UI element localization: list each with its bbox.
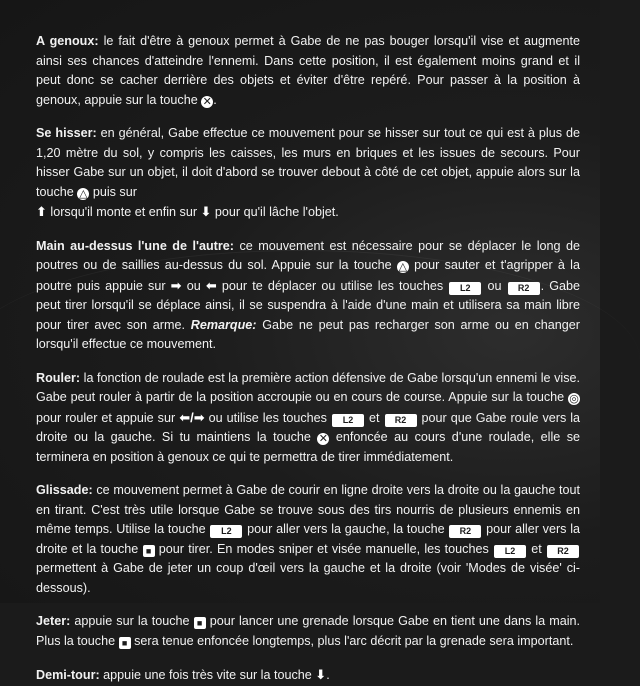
section-demi-tour: Demi-tour: appuie une fois très vite sur la touche ⬇. bbox=[36, 667, 330, 682]
r2-button-icon: R2 bbox=[449, 525, 481, 538]
l2-button-icon: L2 bbox=[210, 525, 242, 538]
term-label: A genoux: bbox=[36, 34, 99, 48]
arrow-down-icon: ⬇ bbox=[315, 667, 327, 682]
section-a-genoux: A genoux: le fait d'être à genoux permet à Gabe de ne pas bouger lorsqu'il vise et augmente ainsi ses chances d'atteindre l'ennemi. Dans cette position, il est également moins grand et il peut donc se cacher derrière des objets et éviter d'être repéré. Pour passer à la position à genoux, appuie sur la touche ✕. bbox=[36, 34, 580, 108]
term-label: Glissade: bbox=[36, 483, 93, 497]
section-se-hisser: Se hisser: en général, Gabe effectue ce mouvement pour se hisser sur tout ce qui est à plus de 1,20 mètre du sol, y compris les caisses, les murs en briques et les issues de secours. Pour hisser Gabe sur un objet, il doit d'abord se trouver debout à côté de cet objet, appuie alors sur la touche △ puis sur ⬆ lorsqu'il monte et enfin sur ⬇ pour qu'il lâche l'objet. bbox=[36, 126, 580, 219]
arrow-left-right-icon: ⬅/➡ bbox=[179, 409, 205, 425]
section-rouler: Rouler: la fonction de roulade est la première action défensive de Gabe lorsqu'un ennemi le vise. Gabe peut rouler à partir de la position accroupie ou en cours de course. Appuie sur la touche ◎ pour rouler et appuie sur ⬅/➡ ou utilise les touches L2 et R2 pour que Gabe roule vers la droite ou la gauche. Si tu maintiens la touche ✕ enfoncée au cours d'une roulade, elle se terminera en position à genoux ce qui te permettra de tirer immédiatement. bbox=[36, 370, 581, 464]
square-button-icon: ■ bbox=[194, 617, 206, 629]
triangle-button-icon: △ bbox=[79, 187, 88, 200]
square-button-icon: ■ bbox=[119, 637, 131, 649]
l2-button-icon: L2 bbox=[332, 414, 364, 427]
arrow-down-icon: ⬇ bbox=[200, 204, 212, 219]
section-jeter: Jeter: appuie sur la touche ■ pour lancer une grenade lorsque Gabe en tient une dans la main. Plus la touche ■ sera tenue enfoncée longtemps, plus l'arc décrit par la grenade sera important. bbox=[36, 614, 581, 648]
square-button-icon: ■ bbox=[143, 545, 155, 557]
l2-button-icon: L2 bbox=[494, 545, 526, 558]
term-label: Main au-dessus l'une de l'autre: bbox=[36, 238, 234, 253]
circle-button-icon: ◎ bbox=[569, 393, 579, 405]
term-label: Jeter: bbox=[36, 614, 71, 628]
arrow-left-icon: ⬅ bbox=[205, 277, 217, 293]
term-label: Se hisser: bbox=[36, 126, 97, 140]
arrow-up-icon: ⬆ bbox=[36, 204, 47, 219]
cross-button-icon: ✕ bbox=[318, 433, 328, 445]
section-main-au-dessus: Main au-dessus l'une de l'autre: ce mouvement est nécessaire pour se déplacer le long de poutres ou de saillies au-dessus du sol. Appuie sur la touche △ pour sauter et t'agripper à la poutre puis appuie sur ➡ ou ⬅ pour te déplacer ou utilise les touches L2 ou R2 . Gabe peut tirer lorsqu'il se déplace ainsi, il se suspendra à l'aide d'une main et utilisera sa main libre pour tirer avec son arme. Remarque: Gabe ne peut pas recharger son arme ou en changer lorsqu'il effectue ce mouvement. bbox=[36, 238, 581, 351]
l2-button-icon: L2 bbox=[449, 282, 481, 295]
r2-button-icon: R2 bbox=[547, 545, 579, 558]
term-label: Rouler: bbox=[36, 370, 81, 385]
r2-button-icon: R2 bbox=[508, 282, 540, 295]
remark-label: Remarque: bbox=[190, 317, 257, 332]
arrow-right-icon: ➡ bbox=[170, 277, 182, 293]
triangle-button-icon: △ bbox=[398, 261, 408, 273]
section-glissade: Glissade: ce mouvement permet à Gabe de courir en ligne droite vers la droite ou la gauche tout en tirant. C'est très utile lorsque Gabe se trouve sous des tirs nourris de plusieurs ennemis en même temps. Utilise la touche L2 pour aller vers la gauche, la touche R2 pour aller vers la droite et la touche ■ pour tirer. En modes sniper et visée manuelle, les touches L2 et R2 permettent à Gabe de jeter un coup d'œil vers la gauche et la droite (voir 'Modes de visée' ci-dessous). bbox=[36, 483, 581, 595]
cross-button-icon: ✕ bbox=[202, 95, 212, 108]
r2-button-icon: R2 bbox=[385, 414, 417, 427]
term-label: Demi-tour: bbox=[36, 668, 100, 682]
